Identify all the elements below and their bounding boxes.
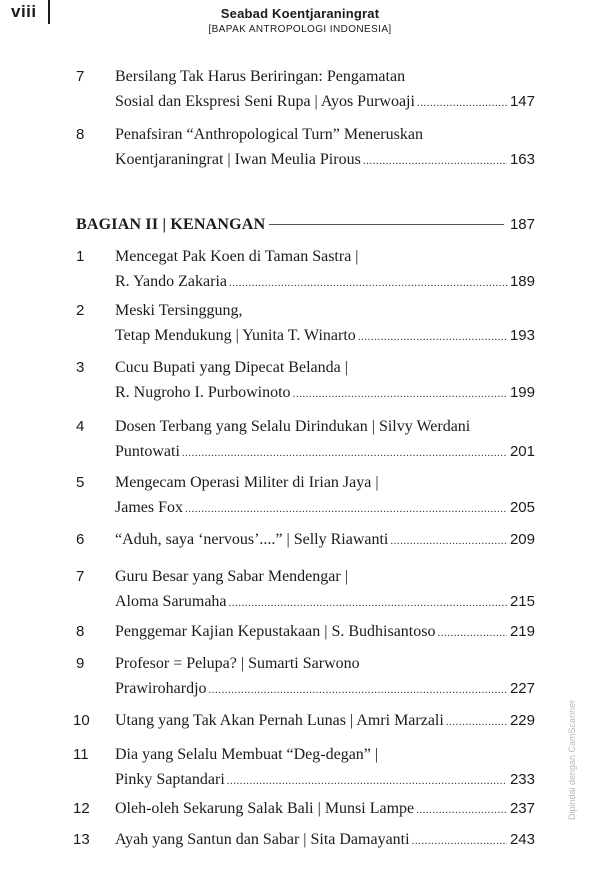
entry-number: 10 xyxy=(73,712,90,729)
entry-number: 13 xyxy=(73,831,90,848)
entry-author-line: Koentjaraningrat | Iwan Meulia Pirous xyxy=(115,151,361,168)
entry-page: 227 xyxy=(509,680,535,697)
page-number: viii xyxy=(11,2,37,21)
entry-author-line: Sosial dan Ekspresi Seni Rupa | Ayos Purwoaji xyxy=(115,93,415,110)
entry-page: 215 xyxy=(509,593,535,610)
entry-title-cont xyxy=(115,439,535,466)
book-title: Seabad Koentjaraningrat xyxy=(220,6,380,21)
leader-dots xyxy=(293,382,507,407)
entry-line xyxy=(115,708,535,735)
entry-page: 237 xyxy=(509,800,535,817)
entry-author-line: Prawirohardjo xyxy=(115,680,207,697)
leader-dots xyxy=(417,91,507,116)
entry-page: 193 xyxy=(509,327,535,344)
entry-title: Dosen Terbang yang Selalu Dirindukan | Silvy Werdani xyxy=(115,418,471,435)
scanner-watermark: Dipindai dengan CamScanner xyxy=(567,699,577,820)
entry-line xyxy=(115,796,535,823)
section-page: 187 xyxy=(509,216,535,233)
leader-dots xyxy=(182,441,507,466)
leader-dots xyxy=(390,529,507,554)
entry-number: 7 xyxy=(76,68,85,85)
section-heading xyxy=(76,212,535,237)
entry-page: 233 xyxy=(509,771,535,788)
entry-line xyxy=(115,619,535,646)
entry-title-cont xyxy=(115,269,535,296)
entry-title-cont xyxy=(115,323,535,350)
leader-dots xyxy=(363,149,507,174)
leader-dots xyxy=(229,591,507,616)
leader-dots xyxy=(446,710,507,735)
leader-dots xyxy=(412,829,507,854)
entry-page: 229 xyxy=(509,712,535,729)
entry-number: 8 xyxy=(76,126,85,143)
entry-page: 219 xyxy=(509,623,535,640)
entry-page: 205 xyxy=(509,499,535,516)
entry-line xyxy=(115,827,535,854)
entry-page: 147 xyxy=(509,93,535,110)
entry-title: Profesor = Pelupa? | Sumarti Sarwono xyxy=(115,655,360,672)
entry-number: 9 xyxy=(76,655,85,672)
entry-title: Penggemar Kajian Kepustakaan | S. Budhisantoso xyxy=(115,623,436,640)
entry-number: 5 xyxy=(76,474,85,491)
entry-author-line: Pinky Saptandari xyxy=(115,771,225,788)
entry-page: 163 xyxy=(509,151,535,168)
section-rule xyxy=(269,224,504,225)
entry-title-cont xyxy=(115,676,535,703)
entry-page: 189 xyxy=(509,273,535,290)
entry-title: Mencegat Pak Koen di Taman Sastra | xyxy=(115,248,359,265)
entry-line xyxy=(115,527,535,554)
leader-dots xyxy=(209,678,507,703)
entry-author-line: R. Nugroho I. Purbowinoto xyxy=(115,384,291,401)
section-title: BAGIAN II | KENANGAN xyxy=(76,216,266,233)
entry-title-cont xyxy=(115,767,535,794)
entry-title: Penafsiran “Anthropological Turn” Meneruskan xyxy=(115,126,423,143)
entry-number: 7 xyxy=(76,568,85,585)
entry-page: 209 xyxy=(509,531,535,548)
entry-title-cont xyxy=(115,380,535,407)
leader-dots xyxy=(227,769,507,794)
entry-title: Mengecam Operasi Militer di Irian Jaya | xyxy=(115,474,379,491)
leader-dots xyxy=(416,798,507,823)
leader-dots xyxy=(185,497,507,522)
entry-number: 4 xyxy=(76,418,85,435)
entry-number: 12 xyxy=(73,800,90,817)
entry-title: Guru Besar yang Sabar Mendengar | xyxy=(115,568,348,585)
entry-author-line: Aloma Sarumaha xyxy=(115,593,227,610)
entry-number: 6 xyxy=(76,531,85,548)
entry-title: Dia yang Selalu Membuat “Deg-degan” | xyxy=(115,746,379,763)
leader-dots xyxy=(437,621,506,646)
entry-number: 8 xyxy=(76,623,85,640)
entry-author-line: James Fox xyxy=(115,499,183,516)
entry-title: Meski Tersinggung, xyxy=(115,302,243,319)
entry-page: 201 xyxy=(509,443,535,460)
entry-title-cont xyxy=(115,495,535,522)
entry-number: 2 xyxy=(76,302,85,319)
leader-dots xyxy=(229,271,507,296)
entry-page: 243 xyxy=(509,831,535,848)
entry-number: 1 xyxy=(76,248,85,265)
entry-title: Ayah yang Santun dan Sabar | Sita Damayanti xyxy=(115,831,410,848)
entry-page: 199 xyxy=(509,384,535,401)
entry-title-cont xyxy=(115,589,535,616)
entry-title: Utang yang Tak Akan Pernah Lunas | Amri Marzali xyxy=(115,712,444,729)
entry-number: 11 xyxy=(73,746,89,763)
entry-author-line: Tetap Mendukung | Yunita T. Winarto xyxy=(115,327,356,344)
entry-title: Cucu Bupati yang Dipecat Belanda | xyxy=(115,359,348,376)
entry-title: Bersilang Tak Harus Beriringan: Pengamatan xyxy=(115,68,406,85)
entry-title-cont xyxy=(115,147,535,174)
entry-author-line: Puntowati xyxy=(115,443,180,460)
book-subtitle: [BAPAK ANTROPOLOGI INDONESIA] xyxy=(208,24,392,35)
entry-title: “Aduh, saya ‘nervous’....” | Selly Riawanti xyxy=(115,531,389,548)
entry-title-cont xyxy=(115,89,535,116)
entry-title: Oleh-oleh Sekarung Salak Bali | Munsi Lampe xyxy=(115,800,415,817)
entry-author-line: R. Yando Zakaria xyxy=(115,273,227,290)
leader-dots xyxy=(358,325,507,350)
entry-number: 3 xyxy=(76,359,85,376)
